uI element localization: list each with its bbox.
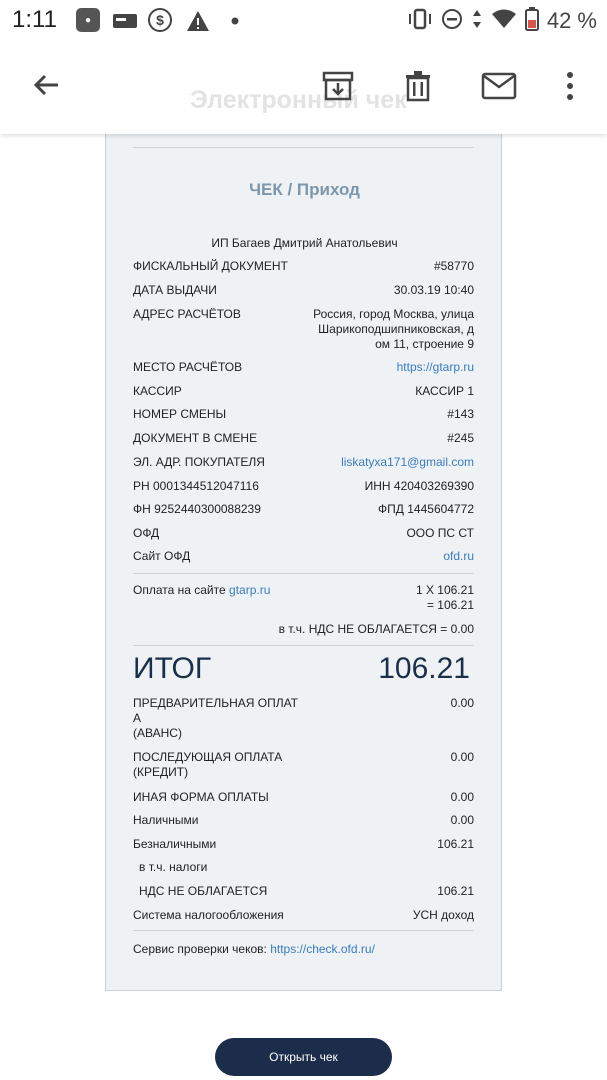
row-label: Безналичными [133, 837, 217, 851]
app-badge-icon: ● [76, 8, 100, 32]
back-arrow-icon [30, 70, 62, 102]
receipt-card [105, 134, 502, 991]
row-label: ИНАЯ ФОРМА ОПЛАТЫ [133, 790, 269, 804]
row-label: АДРЕС РАСЧЁТОВ [133, 307, 241, 321]
battery-icon [525, 7, 539, 36]
row-label: МЕСТО РАСЧЁТОВ [133, 360, 243, 374]
total-label: ИТОГ [133, 652, 212, 685]
row-label: ДАТА ВЫДАЧИ [133, 283, 217, 297]
check-service-link[interactable]: https://check.ofd.ru/ [270, 942, 375, 956]
item-label [133, 583, 270, 598]
ofd-site-link[interactable]: ofd.ru [443, 549, 474, 563]
row-value: 0.00 [450, 750, 474, 764]
postpayment-label [133, 750, 282, 780]
label-line: (КРЕДИТ) [133, 765, 189, 779]
divider [133, 645, 474, 646]
check-service-text [133, 942, 375, 957]
row-value: ИНН 420403269390 [364, 479, 474, 493]
total-value: 106.21 [378, 652, 470, 685]
more-options-button[interactable] [550, 66, 590, 106]
open-receipt-button[interactable]: Открыть чек [215, 1038, 392, 1076]
row-value: 0.00 [450, 696, 474, 710]
label-line: ПОСЛЕДУЮЩАЯ ОПЛАТА [133, 750, 283, 764]
label-line: А [133, 711, 142, 725]
row-label: ДОКУМЕНТ В СМЕНЕ [133, 431, 258, 445]
dollar-icon: $ [148, 8, 172, 32]
item-sum-line: = 106.21 [426, 598, 474, 612]
item-qty-line: 1 X 106.21 [415, 583, 474, 597]
row-value: #143 [447, 407, 474, 421]
archive-icon [321, 70, 355, 102]
address-line: Шарикоподшипниковская, д [318, 322, 474, 336]
item-row [133, 583, 474, 615]
row-label: КАССИР [133, 384, 182, 398]
item-amount [416, 583, 474, 613]
divider [133, 573, 474, 574]
row-label: Сайт ОФД [133, 549, 191, 563]
data-arrows-icon [471, 8, 483, 35]
row-value: УСН доход [412, 908, 474, 922]
prepayment-row [133, 696, 474, 742]
place-link[interactable]: https://gtarp.ru [396, 360, 474, 374]
check-service-label: Сервис проверки чеков: [133, 942, 267, 956]
row-value: 0.00 [450, 790, 474, 804]
dot-icon [230, 8, 240, 34]
divider [133, 930, 474, 931]
row-value: 30.03.19 10:40 [393, 283, 474, 297]
faded-page-title: Электронный чек [190, 86, 407, 114]
delete-button[interactable] [398, 66, 438, 106]
receipt-title: ЧЕК / Приход [249, 180, 360, 199]
mail-button[interactable] [479, 66, 519, 106]
status-right-group [407, 4, 597, 38]
item-label-text: Оплата на сайте [133, 583, 226, 597]
seller-name: ИП Багаев Дмитрий Анатольевич [211, 236, 398, 250]
label-line: (АВАНС) [133, 726, 182, 740]
more-vert-icon [565, 71, 575, 101]
archive-button[interactable] [318, 66, 358, 106]
row-value: #245 [447, 431, 474, 445]
item-site-link[interactable]: gtarp.ru [229, 583, 271, 597]
prepayment-label [133, 696, 298, 741]
mail-icon [481, 71, 517, 101]
row-label: ОФД [133, 526, 160, 540]
address-value [313, 307, 474, 352]
back-button[interactable] [26, 66, 66, 106]
address-line: ом 11, строение 9 [375, 337, 474, 351]
address-line: Россия, город Москва, улица [313, 307, 474, 321]
row-label: НОМЕР СМЕНЫ [133, 407, 227, 421]
row-label: ЭЛ. АДР. ПОКУПАТЕЛЯ [133, 455, 265, 469]
row-value: ФПД 1445604772 [378, 502, 474, 516]
buyer-email-link[interactable]: liskatyxa171@gmail.com [341, 455, 474, 469]
row-value: ООО ПС СТ [406, 526, 474, 540]
vat-note: в т.ч. НДС НЕ ОБЛАГАЕТСЯ = 0.00 [278, 622, 474, 636]
row-value: #58770 [433, 259, 474, 273]
status-bar [0, 0, 607, 42]
postpayment-row [133, 750, 474, 782]
row-value: 106.21 [437, 837, 474, 851]
row-label: НДС НЕ ОБЛАГАЕТСЯ [139, 884, 268, 898]
total-row [133, 652, 474, 688]
row-label: ФН 9252440300088239 [133, 502, 261, 516]
row-value: 106.21 [437, 884, 474, 898]
vibrate-icon [407, 8, 433, 35]
label-line: ПРЕДВАРИТЕЛЬНАЯ ОПЛАТ [133, 696, 298, 710]
row-label: ФИСКАЛЬНЫЙ ДОКУМЕНТ [133, 259, 288, 273]
card-icon [111, 8, 139, 34]
wifi-icon [491, 8, 517, 35]
status-time: 1:11 [12, 6, 57, 33]
row-label: Наличными [133, 813, 199, 827]
divider [133, 147, 474, 148]
row-value: КАССИР 1 [415, 384, 474, 398]
row-label: в т.ч. налоги [139, 860, 208, 874]
trash-icon [403, 70, 433, 102]
row-value: 0.00 [450, 813, 474, 827]
row-label: РН 0001344512047116 [133, 479, 259, 493]
row-label: Система налогообложения [133, 908, 284, 922]
app-bar [0, 42, 607, 134]
warning-icon [185, 8, 211, 34]
address-row [133, 307, 474, 355]
battery-percent: 42 % [546, 8, 597, 33]
dnd-icon [441, 8, 463, 35]
